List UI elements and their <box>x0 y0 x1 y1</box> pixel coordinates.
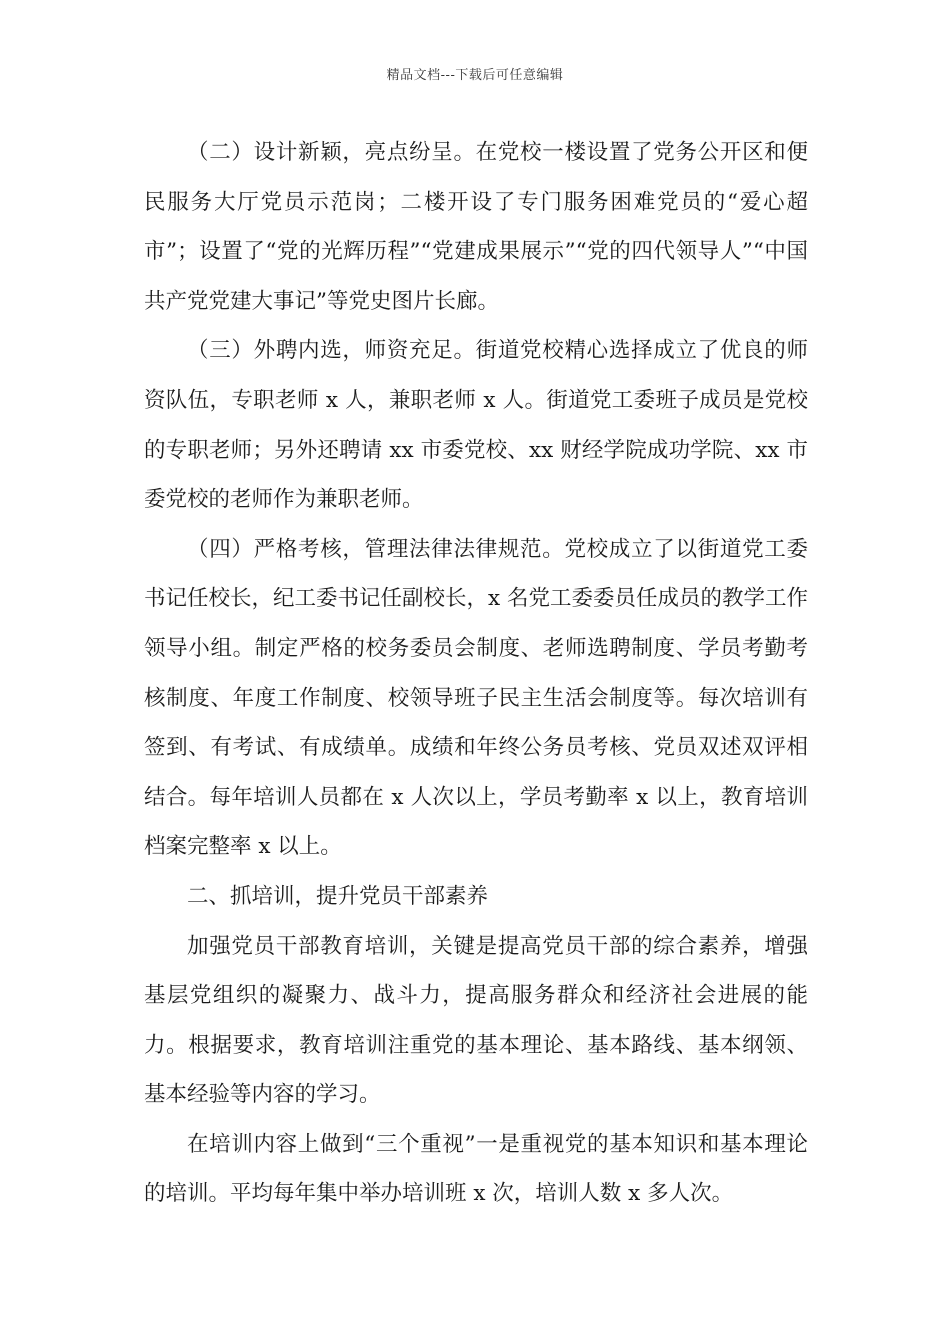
paragraph-faculty: （三）外聘内选，师资充足。街道党校精心选择成立了优良的师资队伍，专职老师 x 人，兼职老师 x 人。街道党工委班子成员是党校的专职老师；另外还聘请 xx 市委党校、xx 财经学院成功学院、xx 市委党校的老师作为兼职老师。 <box>144 338 808 513</box>
section-heading-training: 二、抓培训，提升党员干部素养 <box>187 883 489 909</box>
page-header: 精品文档---下载后可任意编辑 <box>386 68 564 83</box>
paragraph-assessment: （四）严格考核，管理法律法律规范。党校成立了以街道党工委书记任校长，纪工委书记任副校长，x 名党工委委员任成员的教学工作领导小组。制定严格的校务委员会制度、老师选聘制度、学员考勤考核制度、年度工作制度、校领导班子民主生活会制度等。每次培训有签到、有考试、有成绩单。成绩和年终公务员考核、党员双述双评相结合。每年培训人员都在 x 人次以上，学员考勤率 x 以上，教育培训档案完整率 x 以上。 <box>144 536 808 860</box>
document-body <box>144 128 808 1219</box>
paragraph-design: （二）设计新颖，亮点纷呈。在党校一楼设置了党务公开区和便民服务大厅党员示范岗；二楼开设了专门服务困难党员的“爱心超市”；设置了“党的光辉历程”“党建成果展示”“党的四代领导人”“中国共产党党建大事记”等党史图片长廊。 <box>144 140 808 314</box>
paragraph-three-priorities: 在培训内容上做到“三个重视”一是重视党的基本知识和基本理论的培训。平均每年集中举办培训班 x 次，培训人数 x 多人次。 <box>144 1131 808 1207</box>
paragraph-training-goal: 加强党员干部教育培训，关键是提高党员干部的综合素养，增强基层党组织的凝聚力、战斗力，提高服务群众和经济社会进展的能力。根据要求，教育培训注重党的基本理论、基本路线、基本纲领、基本经验等内容的学习。 <box>144 933 808 1108</box>
